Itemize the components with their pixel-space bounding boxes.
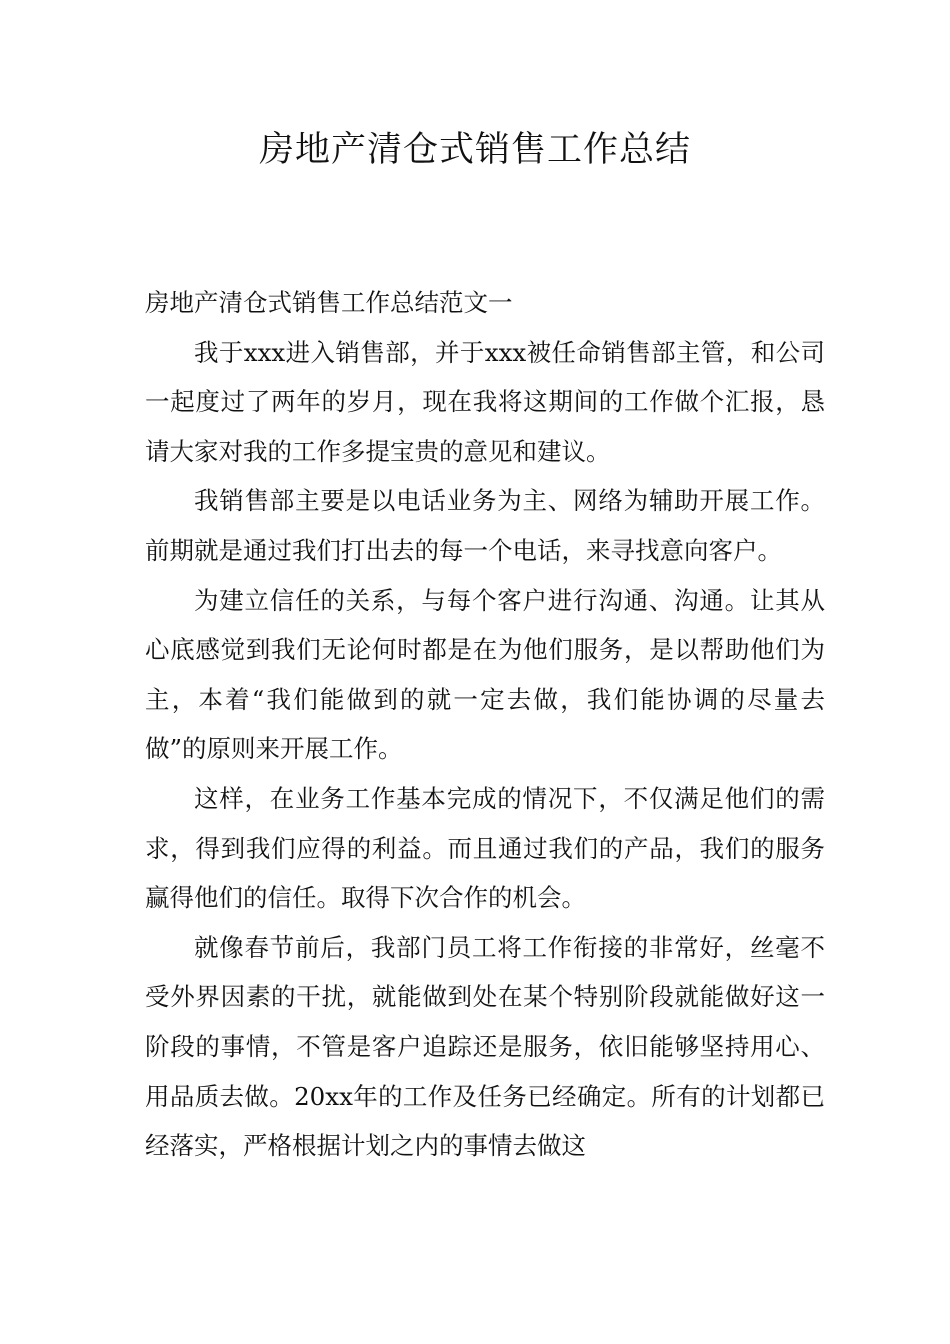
document-subtitle: 房地产清仓式销售工作总结范文一	[145, 288, 513, 317]
paragraph: 我于xxx进入销售部，并于xxx被任命销售部主管，和公司一起度过了两年的岁月，现在我将这期间的工作做个汇报，恳请大家对我的工作多提宝贵的意见和建议。	[145, 337, 825, 466]
document-title: 房地产清仓式销售工作总结	[258, 130, 691, 170]
document-body	[145, 278, 825, 1171]
paragraph: 为建立信任的关系，与每个客户进行沟通、沟通。让其从心底感觉到我们无论何时都是在为他们服务，是以帮助他们为主，本着“我们能做到的就一定去做，我们能协调的尽量去做”的原则来开展工作。	[145, 585, 825, 764]
paragraph: 就像春节前后，我部门员工将工作衔接的非常好，丝毫不受外界因素的干扰，就能做到处在某个特别阶段就能做好这一阶段的事情，不管是客户追踪还是服务，依旧能够坚持用心、用品质去做。20xx年的工作及任务已经确定。所有的计划都已经落实，严格根据计划之内的事情去做这	[145, 932, 825, 1161]
paragraph: 我销售部主要是以电话业务为主、网络为辅助开展工作。前期就是通过我们打出去的每一个电话，来寻找意向客户。	[145, 486, 825, 565]
paragraph: 这样，在业务工作基本完成的情况下，不仅满足他们的需求，得到我们应得的利益。而且通过我们的产品，我们的服务赢得他们的信任。取得下次合作的机会。	[145, 783, 825, 913]
